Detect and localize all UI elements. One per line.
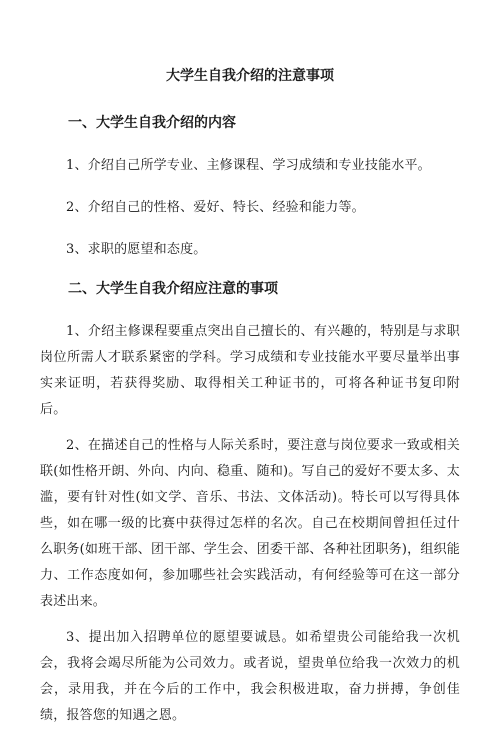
notes-item-3: 3、提出加入招聘单位的愿望要诚恳。如希望贵公司能给我一次机会，我将会竭尽所能为公司效力。或者说，望贵单位给我一次效力的机会，录用我，并在今后的工作中，我会积极进取，奋力拼搏，争创佳绩，报答您的知遇之恩。 <box>40 630 460 723</box>
content-item-1: 1、介绍自己所学专业、主修课程、学习成绩和专业技能水平。 <box>66 158 431 173</box>
content-item-2: 2、介绍自己的性格、爱好、特长、经验和能力等。 <box>66 200 365 215</box>
content-item-3: 3、求职的愿望和态度。 <box>66 242 207 257</box>
notes-item-1: 1、介绍主修课程要重点突出自己擅长的、有兴趣的，特别是与求职岗位所需人才联系紧密的学科。学习成绩和专业技能水平要尽量举出事实来证明，若获得奖励、取得相关工种证书的，可将各种证书复印附后。 <box>40 324 460 417</box>
section-heading-content: 一、大学生自我介绍的内容 <box>68 115 236 131</box>
section-heading-notes: 二、大学生自我介绍应注意的事项 <box>68 281 278 297</box>
notes-item-2: 2、在描述自己的性格与人际关系时，要注意与岗位要求一致或相关联(如性格开朗、外向、内向、稳重、随和)。写自己的爱好不要太多、太滥，要有针对性(如文学、音乐、书法、文体活动)。特长可以写得具体些，如在哪一级的比赛中获得过怎样的名次。自己在校期间曾担任过什么职务(如班干部、团干部、学生会、团委干部、各种社团职务)，组织能力、工作态度如何，参加哪些社会实践活动，有何经验等可在这一部分表述出来。 <box>40 438 460 609</box>
document-title: 大学生自我介绍的注意事项 <box>166 68 334 84</box>
